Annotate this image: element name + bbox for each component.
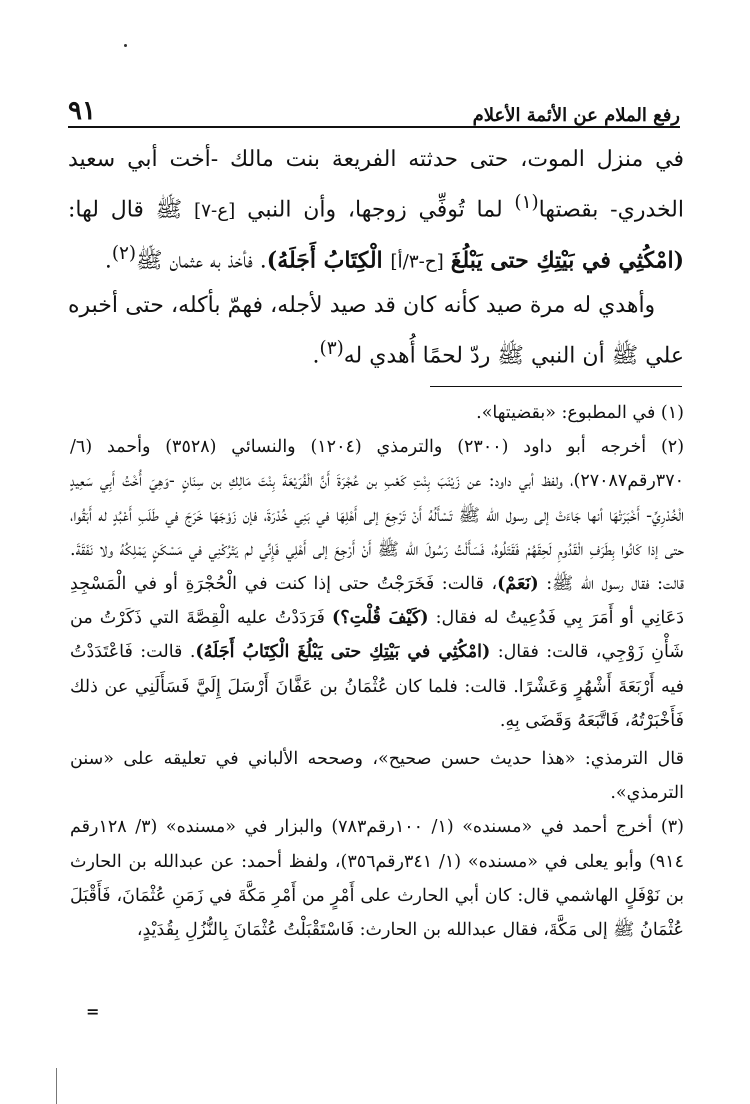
footnote-separator [430, 386, 682, 387]
header-rule [68, 126, 680, 128]
scan-speck [124, 44, 127, 47]
paragraph-1: في منزل الموت، حتى حدثته الفريعة بنت مالك -أخت أبي سعيد الخدري- بقصتها$^{(١)}$ لما تُوفِّي زوجها، وأن النبي [ع-٧] ﷺ قال لها: (امْكُثِي في بَيْتِكِ حتى يَبْلُغَ [ح-٣/أ] الْكِتَابُ أَجَلَهُ). فأخذ به عثمان ﷺ$^{(٢)}$. [68, 147, 685, 274]
page-header [68, 86, 680, 126]
footnote-ref-1: (١) [514, 192, 539, 213]
page-number: ٩١ [68, 96, 96, 126]
hadith-quote: (امْكُثِي في بَيْتِكِ حتى يَبْلُغَ [450, 247, 684, 274]
hadith-quote: الْكِتَابُ أَجَلَهُ) [266, 247, 391, 274]
scan-edge-line [56, 1068, 57, 1104]
paragraph-2: وأهدي له مرة صيد كأنه كان قد صيد لأجله، فهمّ بأكله، حتى أخبره علي ﷺ أن النبي ﷺ ردّ لحمًا أُهدي له$^{(٣)}$. [68, 292, 684, 368]
running-title: رفع الملام عن الأئمة الأعلام [472, 105, 680, 126]
footnote-3: (٣) أخرج أحمد في «مسنده» (١/ ١٠٠رقم٧٨٣) والبزار في «مسنده» (٣/ ١٢٨رقم ٩١٤) وأبو يعلى في «مسنده» (١/ ٣٤١رقم٣٥٦)، ولفظ أحمد: عن عبدالله بن الحارث بن نَوْفَلٍ الهاشمي قال: كان أبي الحارث على أَمْرٍ من أَمْرِ مَكَّةَ في زَمَنِ عُثْمَانَ، فَأَقْبَلَ عُثْمَانُ ﷺ إلى مَكَّةَ، فقال عبدالله بن الحارث: فَاسْتَقْبَلْتُ عُثْمَانَ بِالنُّزُلِ بِقُدَيْدٍ، [70, 817, 684, 941]
footnote-ref-2: (٢) [111, 243, 136, 265]
manuscript-marker: [ح-٣/أ] [390, 251, 444, 273]
footnote-2: (٢) أخرجه أبو داود (٢٣٠٠) والترمذي (١٢٠٤) والنسائي (٣٥٢٨) وأحمد (٦/ ٣٧٠رقم٢٧٠٨٧)، ولفظ أبي داود: عن زَيْنَبَ بِنْتِ كَعْبِ بن عُجْرَةَ أَنَّ الْفُرَيْعَةَ بِنْتَ مَالِكِ بن سِنَانٍ -وَهِيَ أُخْتُ أَبِي سَعِيدٍ الْخُدْرِيِّ- أَخْبَرَتْهَا أنها جَاءَتْ إلى رسول الله ﷺ تَسْأَلُهُ أَنْ تَرْجِعَ إلى أَهْلِهَا في بَنِي خُدْرَةَ، فإن زَوْجَهَا خَرَجَ في طَلَبِ أَعْبُدٍ له أَبَقُوا، حتى إذا كَانُوا بِطَرَفِ الْقَدُومِ لَحِقَهُمْ فَقَتَلُوهُ، فَسَأَلْتُ رَسُولَ الله ﷺ أَنْ أَرْجِعَ إلى أَهْلِي فَإِنِّي لم يَتْرُكْنِي في مَسْكَنٍ يَمْلِكُهُ ولا نَفَقَةَ. قالت: فقال رسول الله ﷺ: (نَعَمْ)، قالت: فَخَرَجْتُ حتى إذا كنت في الْحُجْرَةِ أو في الْمَسْجِدِ دَعَانِي أو أَمَرَ بِي فَدُعِيتُ له فقال: (كَيْفَ قُلْتِ؟) فَرَدَدْتُ عليه الْقِصَّةَ التي ذَكَرْتُ من شَأْنِ زَوْجِي، قالت: فقال: (امْكُثِي في بَيْتِكِ حتى يَبْلُغَ الْكِتَابُ أَجَلَهُ). قالت: فَاعْتَدَدْتُ فيه أَرْبَعَةَ أَشْهُرٍ وَعَشْرًا. قالت: فلما كان عُثْمَانُ بن عَفَّانَ أَرْسَلَ إِلَيَّ فَسَأَلَنِي عن ذلك فَأَخْبَرْتُهُ، فَاتَّبَعَهُ وَقَضَى بِهِ. [70, 437, 685, 731]
footnote-2-tirmidhi: قال الترمذي: «هذا حديث حسن صحيح»، وصححه الألباني في تعليقه على «سنن الترمذي». [70, 749, 684, 804]
main-text [68, 138, 684, 377]
footnotes [70, 396, 684, 947]
footnote-1: (١) في المطبوع: «بقضيتها». [476, 403, 684, 423]
footnote-ref-3: (٣) [319, 337, 344, 359]
manuscript-marker: [ع-٧] [194, 200, 236, 222]
continuation-mark: = [86, 1002, 100, 1021]
